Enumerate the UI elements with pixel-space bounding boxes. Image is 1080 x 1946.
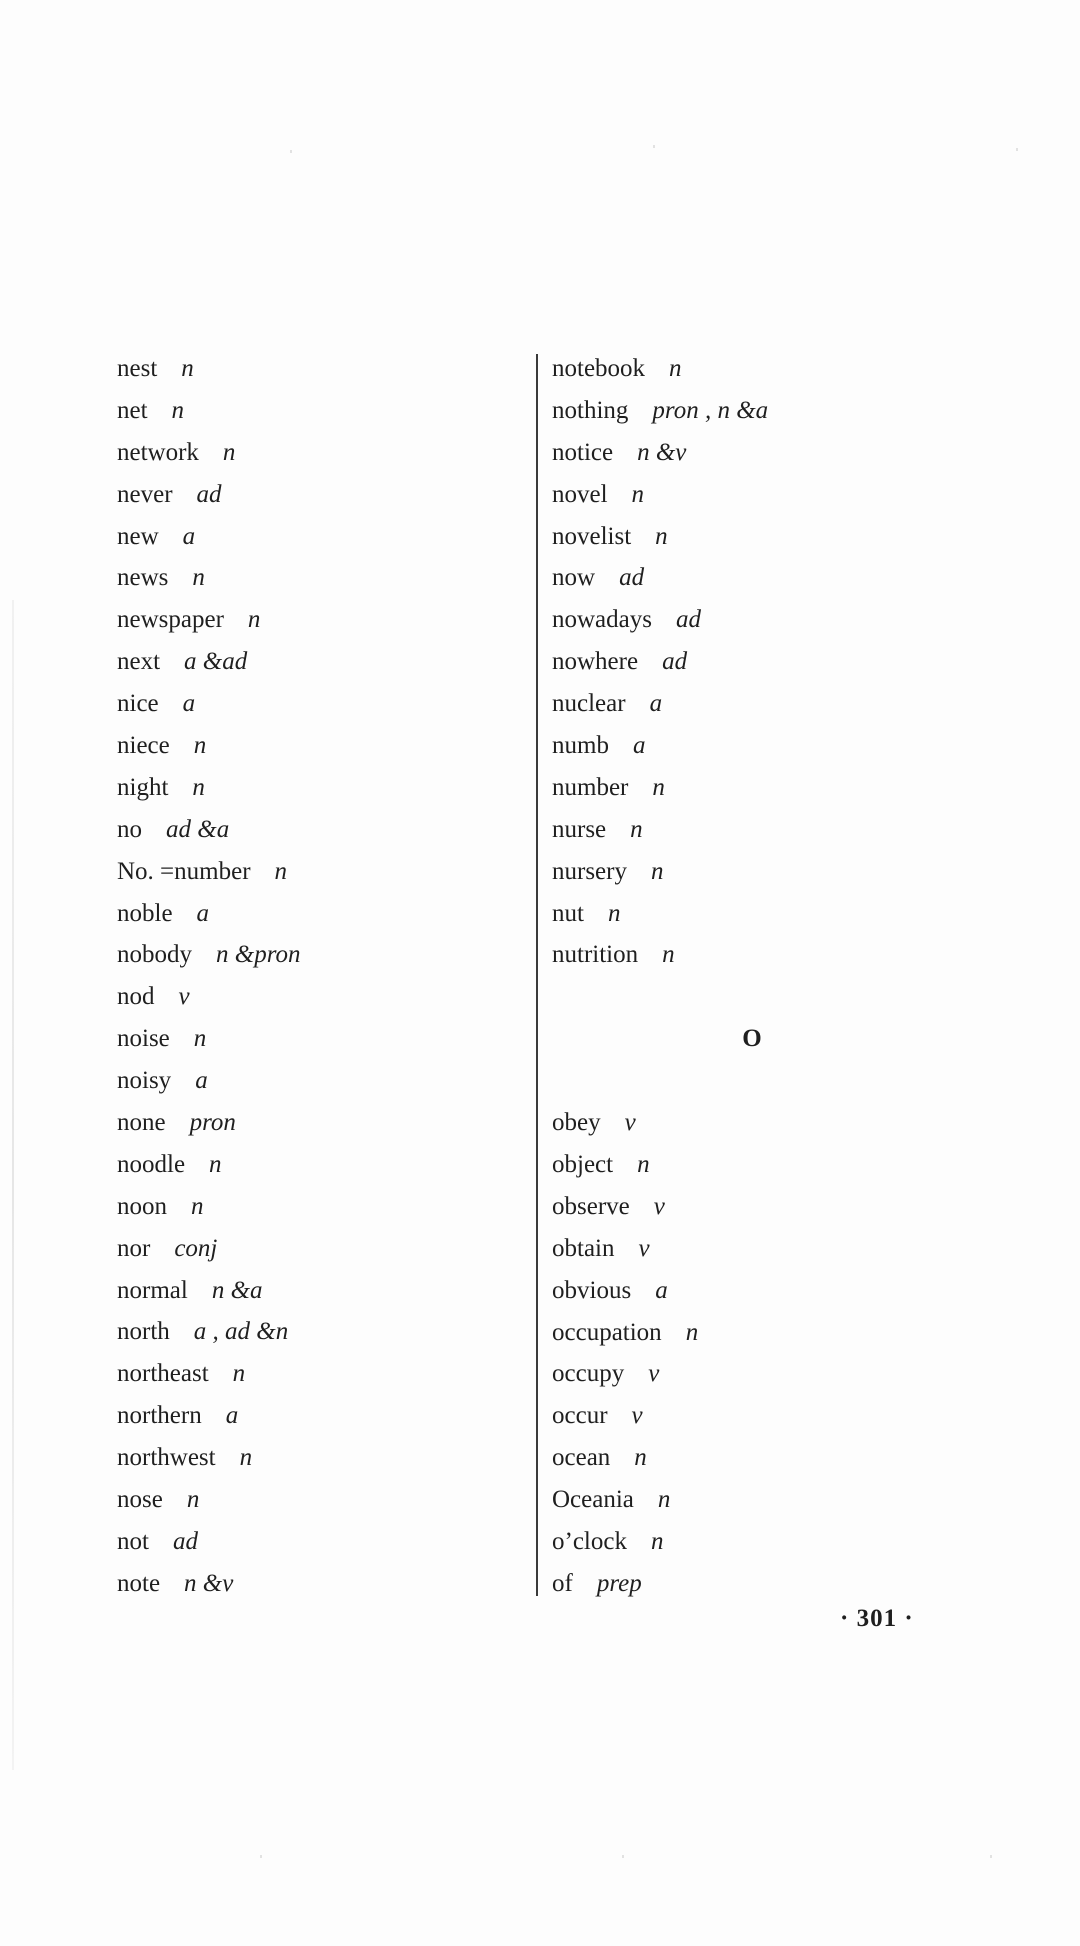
entry-part-of-speech: a [195,1067,208,1095]
dictionary-entry [117,348,517,390]
entry-word: note [117,1569,161,1597]
scan-speck [990,1855,992,1858]
entry-word: occur [552,1402,608,1430]
dictionary-entry [552,1353,972,1395]
dictionary-entry [117,1102,517,1144]
dictionary-entry [117,1521,517,1563]
entry-part-of-speech: a [655,1276,668,1304]
dictionary-entry [117,599,517,641]
dictionary-entry [552,599,972,641]
entry-part-of-speech: v [624,1109,636,1137]
dictionary-entry [117,809,517,851]
dictionary-entry [552,893,972,935]
dictionary-entry [117,851,517,893]
dictionary-entry [117,934,517,976]
dictionary-entry [552,809,972,851]
entry-part-of-speech: n [630,815,643,843]
n-entries-group [552,348,972,976]
entry-word: none [117,1109,166,1137]
left-word-column [117,348,517,1605]
entry-part-of-speech: n [186,1486,200,1514]
entry-word: novelist [552,522,632,550]
dictionary-entry [552,725,972,767]
page-number: · 301 · [840,1605,914,1632]
entry-word: not [117,1527,149,1555]
dictionary-entry [117,432,517,474]
entry-word: notebook [552,355,646,382]
entry-part-of-speech: n [652,773,665,801]
entry-word: notice [552,438,614,466]
entry-part-of-speech: n [650,1527,664,1555]
dictionary-entry [552,1312,972,1354]
column-divider [536,354,538,1596]
dictionary-entry [117,1437,517,1479]
dictionary-entry [552,767,972,809]
entry-word: of [552,1569,573,1597]
entry-word: No. =number [117,857,251,885]
entry-part-of-speech: n [222,438,236,466]
dictionary-entry [117,893,517,935]
entry-part-of-speech: n &pron [216,941,301,969]
entry-part-of-speech: v [638,1234,650,1262]
entry-word: newspaper [117,606,224,634]
entry-word: nursery [552,857,627,885]
entry-part-of-speech: n [607,899,621,927]
entry-part-of-speech: n [634,1444,647,1472]
scan-speck [653,145,655,148]
entry-word: noisy [117,1067,172,1095]
entry-word: noon [117,1192,167,1220]
entry-word: nurse [552,815,607,843]
entry-word: observe [552,1192,630,1220]
dictionary-entry [117,1270,517,1312]
entry-part-of-speech: prep [596,1569,642,1597]
entry-word: obtain [552,1234,615,1262]
entry-part-of-speech: n [209,1150,222,1178]
dictionary-entry [117,557,517,599]
left-entries-group [117,348,517,1605]
entry-word: numb [552,732,609,760]
entry-word: nice [117,690,159,718]
entry-word: north [117,1318,170,1346]
page-edge-shadow [12,600,14,1770]
entry-word: occupy [552,1360,625,1388]
entry-word: nobody [117,941,192,969]
entry-part-of-speech: ad [172,1527,198,1555]
dictionary-entry [552,1521,972,1563]
entry-word: network [117,438,199,466]
entry-part-of-speech: pron , n &a [652,396,769,424]
dictionary-entry [552,851,972,893]
dictionary-entry [552,1102,972,1144]
entry-word: obvious [552,1276,632,1304]
entry-part-of-speech: n [685,1318,699,1346]
entry-part-of-speech: n [192,773,205,801]
dictionary-entry [552,557,972,599]
dictionary-entry [117,1060,517,1102]
entry-part-of-speech: n [193,1025,207,1053]
dictionary-entry [117,390,517,432]
dictionary-entry [552,1228,972,1270]
entry-part-of-speech: n [662,941,675,969]
dictionary-entry [552,934,972,976]
dictionary-entry [117,1563,517,1605]
entry-word: nod [117,983,155,1011]
dictionary-entry [552,1479,972,1521]
scan-speck [622,1855,624,1858]
entry-word: nuclear [552,690,626,718]
scan-speck [260,1855,262,1858]
entry-word: nowadays [552,606,652,634]
entry-part-of-speech: a [196,899,210,927]
entry-part-of-speech: n &v [637,438,687,466]
entry-word: now [552,564,596,592]
entry-word: never [117,480,173,508]
entry-part-of-speech: ad &a [166,815,230,843]
entry-word: occupation [552,1318,662,1346]
entry-word: obey [552,1109,601,1137]
entry-part-of-speech: n [193,732,207,760]
right-word-column [552,348,972,1605]
dictionary-entry [552,683,972,725]
entry-part-of-speech: n [274,857,288,885]
entry-part-of-speech: v [178,983,190,1011]
entry-part-of-speech: n [637,1150,650,1178]
entry-word: nose [117,1486,163,1514]
o-entries-group [552,1102,972,1605]
dictionary-entry [552,390,972,432]
dictionary-entry [552,1144,972,1186]
entry-word: next [117,648,161,676]
entry-word: noodle [117,1150,186,1178]
entry-part-of-speech: ad [662,648,688,676]
entry-part-of-speech: n [247,606,261,634]
entry-word: new [117,522,159,550]
entry-part-of-speech: n [239,1444,253,1472]
entry-part-of-speech: v [631,1402,643,1430]
entry-word: nutrition [552,941,639,969]
entry-part-of-speech: ad [675,606,701,634]
entry-part-of-speech: n [669,355,682,382]
entry-word: nor [117,1234,151,1262]
dictionary-entry [117,725,517,767]
dictionary-entry [552,1563,972,1605]
entry-part-of-speech: n [657,1486,671,1514]
dictionary-entry [117,1395,517,1437]
entry-word: noise [117,1025,170,1053]
entry-part-of-speech: v [648,1360,660,1388]
section-letter-heading: O [742,1025,762,1053]
entry-word: nowhere [552,648,639,676]
dictionary-entry [117,1144,517,1186]
entry-word: object [552,1150,614,1178]
entry-part-of-speech: v [653,1192,665,1220]
entry-part-of-speech: n [192,564,205,592]
entry-word: night [117,773,169,801]
entry-part-of-speech: n [631,480,645,508]
dictionary-entry [117,1186,517,1228]
entry-part-of-speech: a [632,732,646,760]
entry-part-of-speech: n &v [184,1569,234,1597]
entry-part-of-speech: n [650,857,664,885]
entry-word: northwest [117,1444,216,1472]
entry-word: noble [117,899,173,927]
dictionary-entry [552,432,972,474]
entry-part-of-speech: a [225,1402,239,1430]
entry-word: news [117,564,169,592]
entry-part-of-speech: a , ad &n [193,1318,289,1346]
entry-part-of-speech: n [171,396,185,424]
entry-part-of-speech: conj [174,1234,218,1262]
dictionary-entry [552,1437,972,1479]
entry-word: novel [552,480,608,508]
entry-word: o’clock [552,1527,627,1555]
entry-part-of-speech: a [182,522,196,550]
entry-word: ocean [552,1444,611,1472]
entry-word: no [117,815,142,843]
entry-word: nut [552,899,584,927]
dictionary-entry [117,641,517,683]
dictionary-entry [117,1311,517,1353]
dictionary-entry [117,767,517,809]
dictionary-entry [117,1228,517,1270]
dictionary-entry [117,976,517,1018]
dictionary-entry [552,474,972,516]
dictionary-entry [552,641,972,683]
entry-part-of-speech: n [232,1360,246,1388]
entry-word: normal [117,1276,188,1304]
dictionary-entry [552,516,972,558]
dictionary-entry [117,1018,517,1060]
dictionary-entry [117,516,517,558]
entry-word: nothing [552,396,629,424]
entry-word: number [552,773,629,801]
entry-part-of-speech: pron [189,1109,236,1137]
entry-part-of-speech: a &ad [184,648,248,676]
entry-word: northeast [117,1360,209,1388]
entry-word: net [117,396,148,424]
entry-word: nest [117,355,158,382]
dictionary-entry [117,683,517,725]
entry-part-of-speech: n [191,1192,204,1220]
scan-speck [1016,148,1018,151]
entry-word: northern [117,1402,202,1430]
dictionary-entry [117,474,517,516]
entry-part-of-speech: n &a [211,1276,263,1304]
dictionary-entry [552,348,972,390]
dictionary-entry [117,1353,517,1395]
dictionary-entry [117,1479,517,1521]
dictionary-entry [552,1270,972,1312]
entry-word: Oceania [552,1486,634,1514]
dictionary-entry [552,1186,972,1228]
entry-part-of-speech: a [182,690,196,718]
entry-part-of-speech: a [649,690,663,718]
scan-speck [290,150,292,153]
entry-part-of-speech: n [655,522,668,550]
entry-part-of-speech: n [181,355,194,382]
entry-part-of-speech: ad [196,480,222,508]
entry-part-of-speech: ad [619,564,645,592]
dictionary-entry [552,1395,972,1437]
entry-word: niece [117,732,170,760]
